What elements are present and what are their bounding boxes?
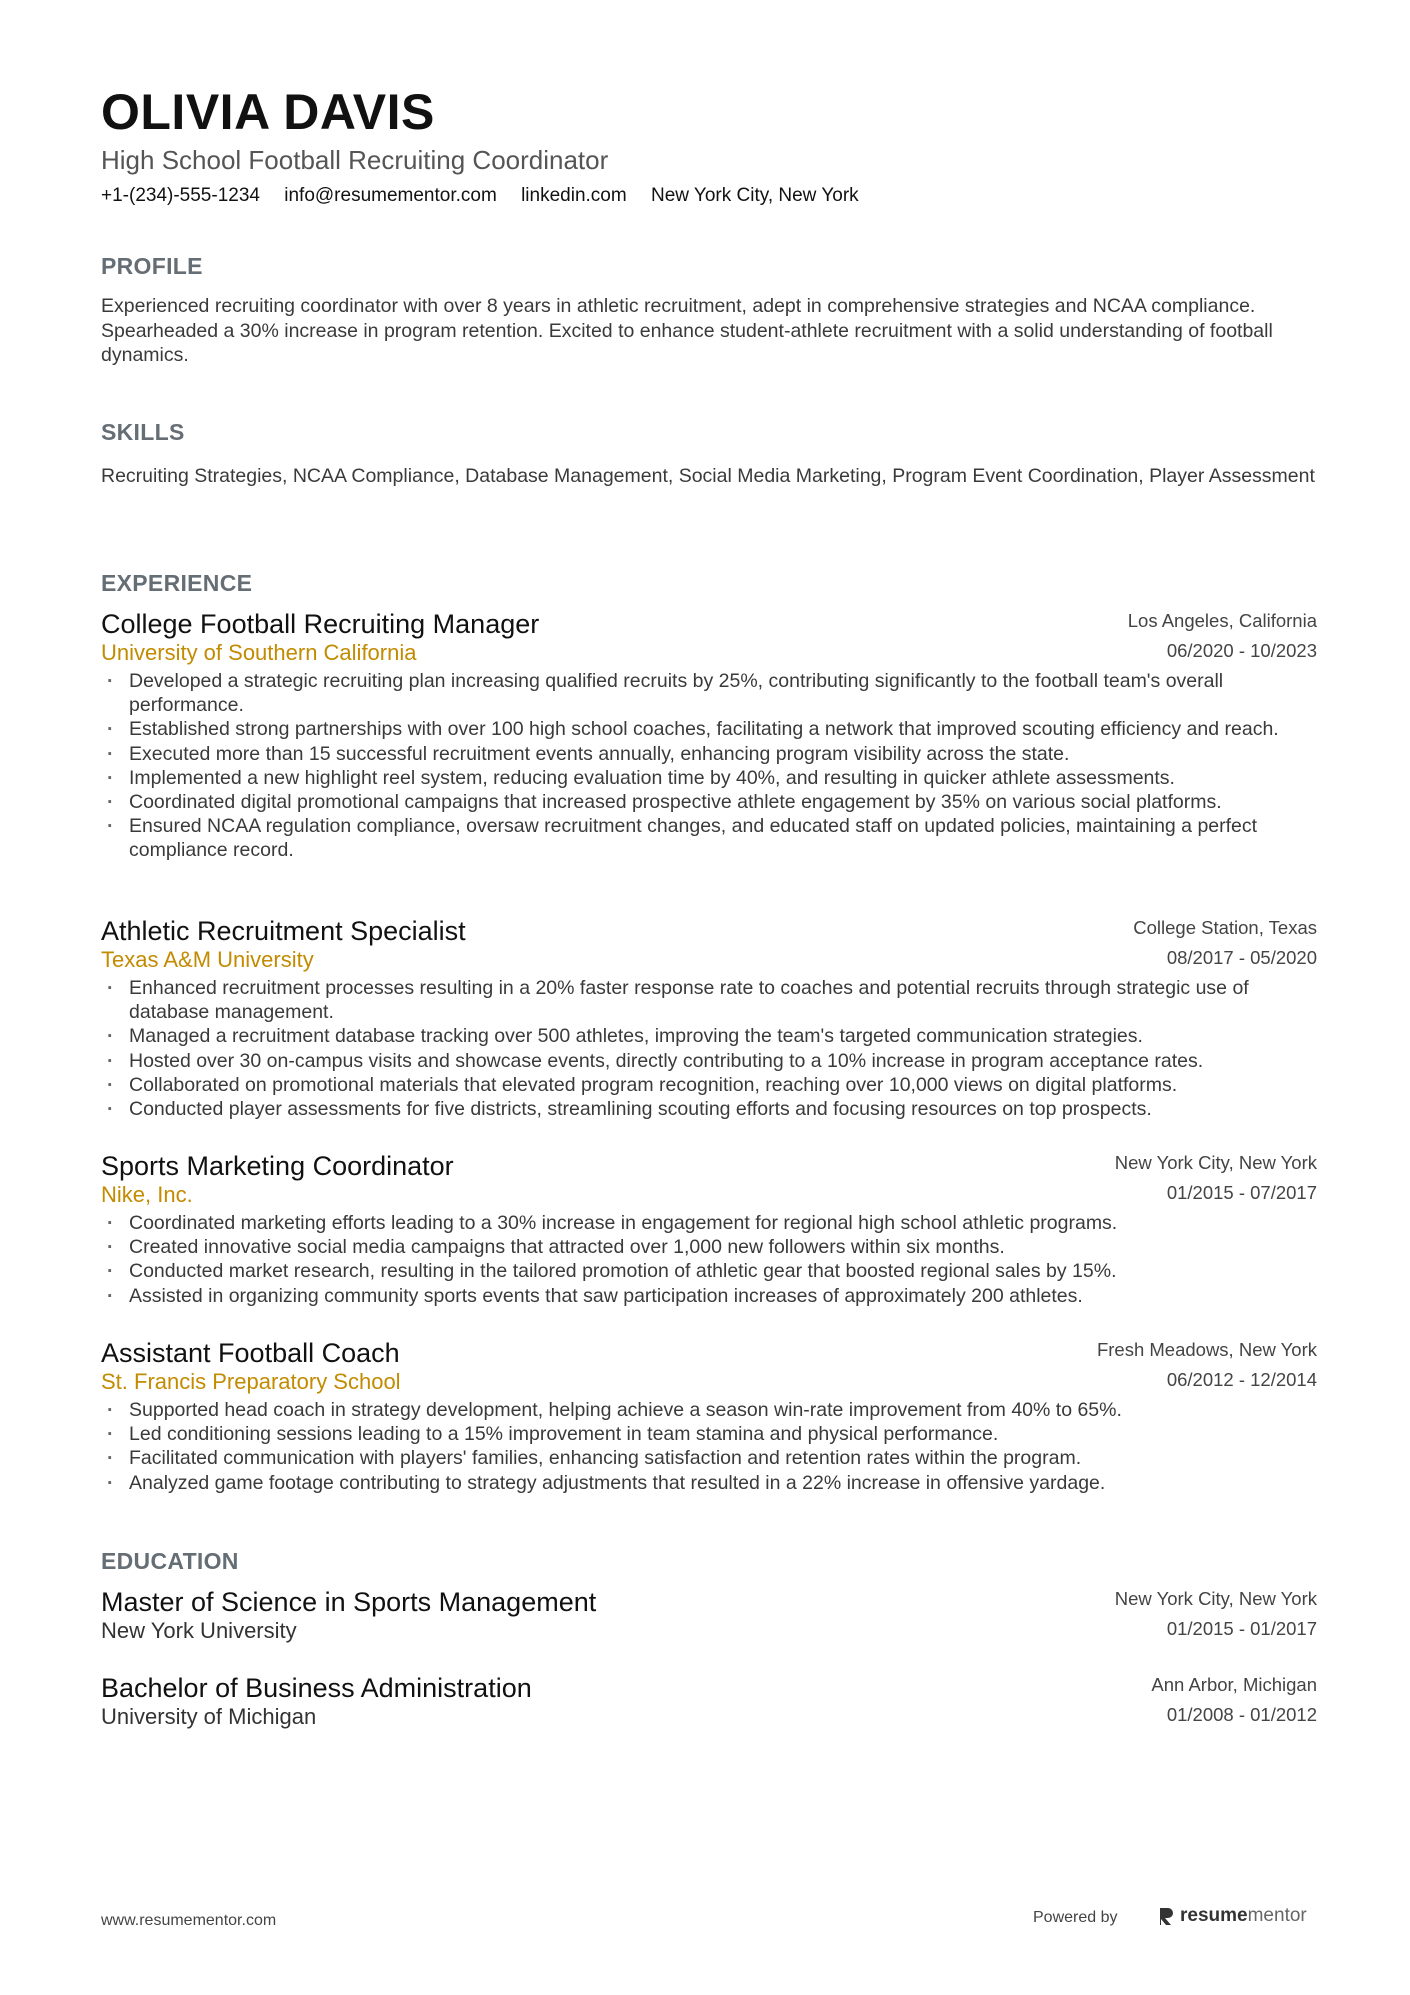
bullet-item: · Collaborated on promotional materials that elevated program recognition, reaching over 10,000 views on digital platforms. bbox=[101, 1073, 1317, 1097]
bullet-item: · Developed a strategic recruiting plan increasing qualified recruits by 25%, contributing significantly to the football team's overall performance. bbox=[101, 669, 1317, 717]
education-dates: 01/2015 - 01/2017 bbox=[1166, 1618, 1317, 1639]
job-bullets bbox=[101, 1211, 1317, 1308]
education-degree: Master of Science in Sports Management bbox=[101, 1587, 597, 1617]
resumementor-logo-icon bbox=[1158, 1906, 1174, 1926]
bullet-item: · Enhanced recruitment processes resulting in a 20% faster response rate to coaches and potential recruits through strategic use of database management. bbox=[101, 976, 1317, 1024]
job-title: College Football Recruiting Manager bbox=[101, 609, 540, 639]
job-organization: St. Francis Preparatory School bbox=[101, 1369, 401, 1394]
education-location: New York City, New York bbox=[1114, 1588, 1317, 1609]
contact-line bbox=[101, 183, 878, 209]
candidate-role: High School Football Recruiting Coordinator bbox=[101, 145, 609, 175]
bullet-item: · Led conditioning sessions leading to a 15% improvement in team stamina and physical performance. bbox=[101, 1422, 1317, 1446]
education-dates: 01/2008 - 01/2012 bbox=[1166, 1704, 1317, 1725]
job-bullets bbox=[101, 669, 1317, 863]
job-dates: 06/2012 - 12/2014 bbox=[1166, 1369, 1317, 1390]
section-title-profile: PROFILE bbox=[101, 253, 203, 279]
job-dates: 01/2015 - 07/2017 bbox=[1166, 1182, 1317, 1203]
contact-linkedin[interactable]: linkedin.com bbox=[521, 185, 627, 206]
education-school: New York University bbox=[101, 1618, 297, 1643]
job-organization: Nike, Inc. bbox=[101, 1182, 193, 1207]
job-location: College Station, Texas bbox=[1133, 917, 1317, 938]
bullet-item: · Assisted in organizing community sports events that saw participation increases of approximately 200 athletes. bbox=[101, 1284, 1317, 1308]
brand-logo[interactable] bbox=[1158, 1905, 1307, 1927]
bullet-item: · Supported head coach in strategy development, helping achieve a season win-rate improvement from 40% to 65%. bbox=[101, 1398, 1317, 1422]
job-title: Athletic Recruitment Specialist bbox=[101, 916, 466, 946]
job-bullets bbox=[101, 976, 1317, 1121]
bullet-item: · Facilitated communication with players' families, enhancing satisfaction and retention rates within the program. bbox=[101, 1446, 1317, 1470]
bullet-item: · Executed more than 15 successful recruitment events annually, enhancing program visibility across the state. bbox=[101, 742, 1317, 766]
bullet-item: · Ensured NCAA regulation compliance, oversaw recruitment changes, and educated staff on updated policies, maintaining a perfect compliance record. bbox=[101, 814, 1317, 862]
bullet-item: · Created innovative social media campaigns that attracted over 1,000 new followers within six months. bbox=[101, 1235, 1317, 1259]
brand-name-bold: resume bbox=[1180, 1905, 1248, 1926]
powered-by-label: Powered by bbox=[1033, 1909, 1118, 1926]
contact-location: New York City, New York bbox=[650, 185, 859, 206]
education-degree: Bachelor of Business Administration bbox=[101, 1673, 532, 1703]
job-title: Sports Marketing Coordinator bbox=[101, 1151, 454, 1181]
bullet-item: · Conducted market research, resulting in the tailored promotion of athletic gear that boosted regional sales by 15%. bbox=[101, 1259, 1317, 1283]
bullet-item: · Hosted over 30 on-campus visits and showcase events, directly contributing to a 10% increase in program acceptance rates. bbox=[101, 1049, 1317, 1073]
section-title-education: EDUCATION bbox=[101, 1548, 239, 1574]
job-location: New York City, New York bbox=[1114, 1152, 1317, 1173]
bullet-item: · Implemented a new highlight reel system, reducing evaluation time by 40%, and resulting in quicker athlete assessments. bbox=[101, 766, 1317, 790]
bullet-item: · Established strong partnerships with over 100 high school coaches, facilitating a network that improved scouting efficiency and reach. bbox=[101, 717, 1317, 741]
bullet-item: · Coordinated marketing efforts leading to a 30% increase in engagement for regional high school athletic programs. bbox=[101, 1211, 1317, 1235]
footer-url[interactable]: www.resumementor.com bbox=[101, 1912, 277, 1929]
education-school: University of Michigan bbox=[101, 1704, 317, 1729]
bullet-item: · Conducted player assessments for five districts, streamlining scouting efforts and focusing resources on top prospects. bbox=[101, 1097, 1317, 1121]
job-dates: 06/2020 - 10/2023 bbox=[1166, 640, 1317, 661]
job-title: Assistant Football Coach bbox=[101, 1338, 400, 1368]
job-dates: 08/2017 - 05/2020 bbox=[1166, 947, 1317, 968]
job-bullets bbox=[101, 1398, 1317, 1495]
bullet-item: · Coordinated digital promotional campaigns that increased prospective athlete engagement by 35% on various social platforms. bbox=[101, 790, 1317, 814]
job-location: Los Angeles, California bbox=[1127, 610, 1317, 631]
skills-text: Recruiting Strategies, NCAA Compliance, Database Management, Social Media Marketing, Program Event Coordination, Player Assessment bbox=[101, 465, 1315, 487]
contact-email[interactable]: info@resumementor.com bbox=[284, 185, 497, 206]
bullet-item: · Managed a recruitment database tracking over 500 athletes, improving the team's targeted communication strategies. bbox=[101, 1024, 1317, 1048]
profile-text: Experienced recruiting coordinator with over 8 years in athletic recruitment, adept in comprehensive strategies and NCAA compliance. Spearheaded a 30% increase in program retention. Excited to enhance student-athlete recruitment with a solid understanding of football dynamics. bbox=[101, 295, 1273, 366]
bullet-item: · Analyzed game footage contributing to strategy adjustments that resulted in a 22% increase in offensive yardage. bbox=[101, 1471, 1317, 1495]
candidate-name: OLIVIA DAVIS bbox=[101, 84, 435, 140]
education-location: Ann Arbor, Michigan bbox=[1151, 1674, 1317, 1695]
brand-name-light: mentor bbox=[1247, 1905, 1307, 1926]
contact-phone[interactable]: +1-(234)-555-1234 bbox=[101, 185, 260, 206]
section-title-skills: SKILLS bbox=[101, 419, 185, 445]
job-organization: University of Southern California bbox=[101, 640, 417, 665]
job-organization: Texas A&M University bbox=[101, 947, 314, 972]
job-location: Fresh Meadows, New York bbox=[1096, 1339, 1317, 1360]
section-title-experience: EXPERIENCE bbox=[101, 570, 253, 596]
